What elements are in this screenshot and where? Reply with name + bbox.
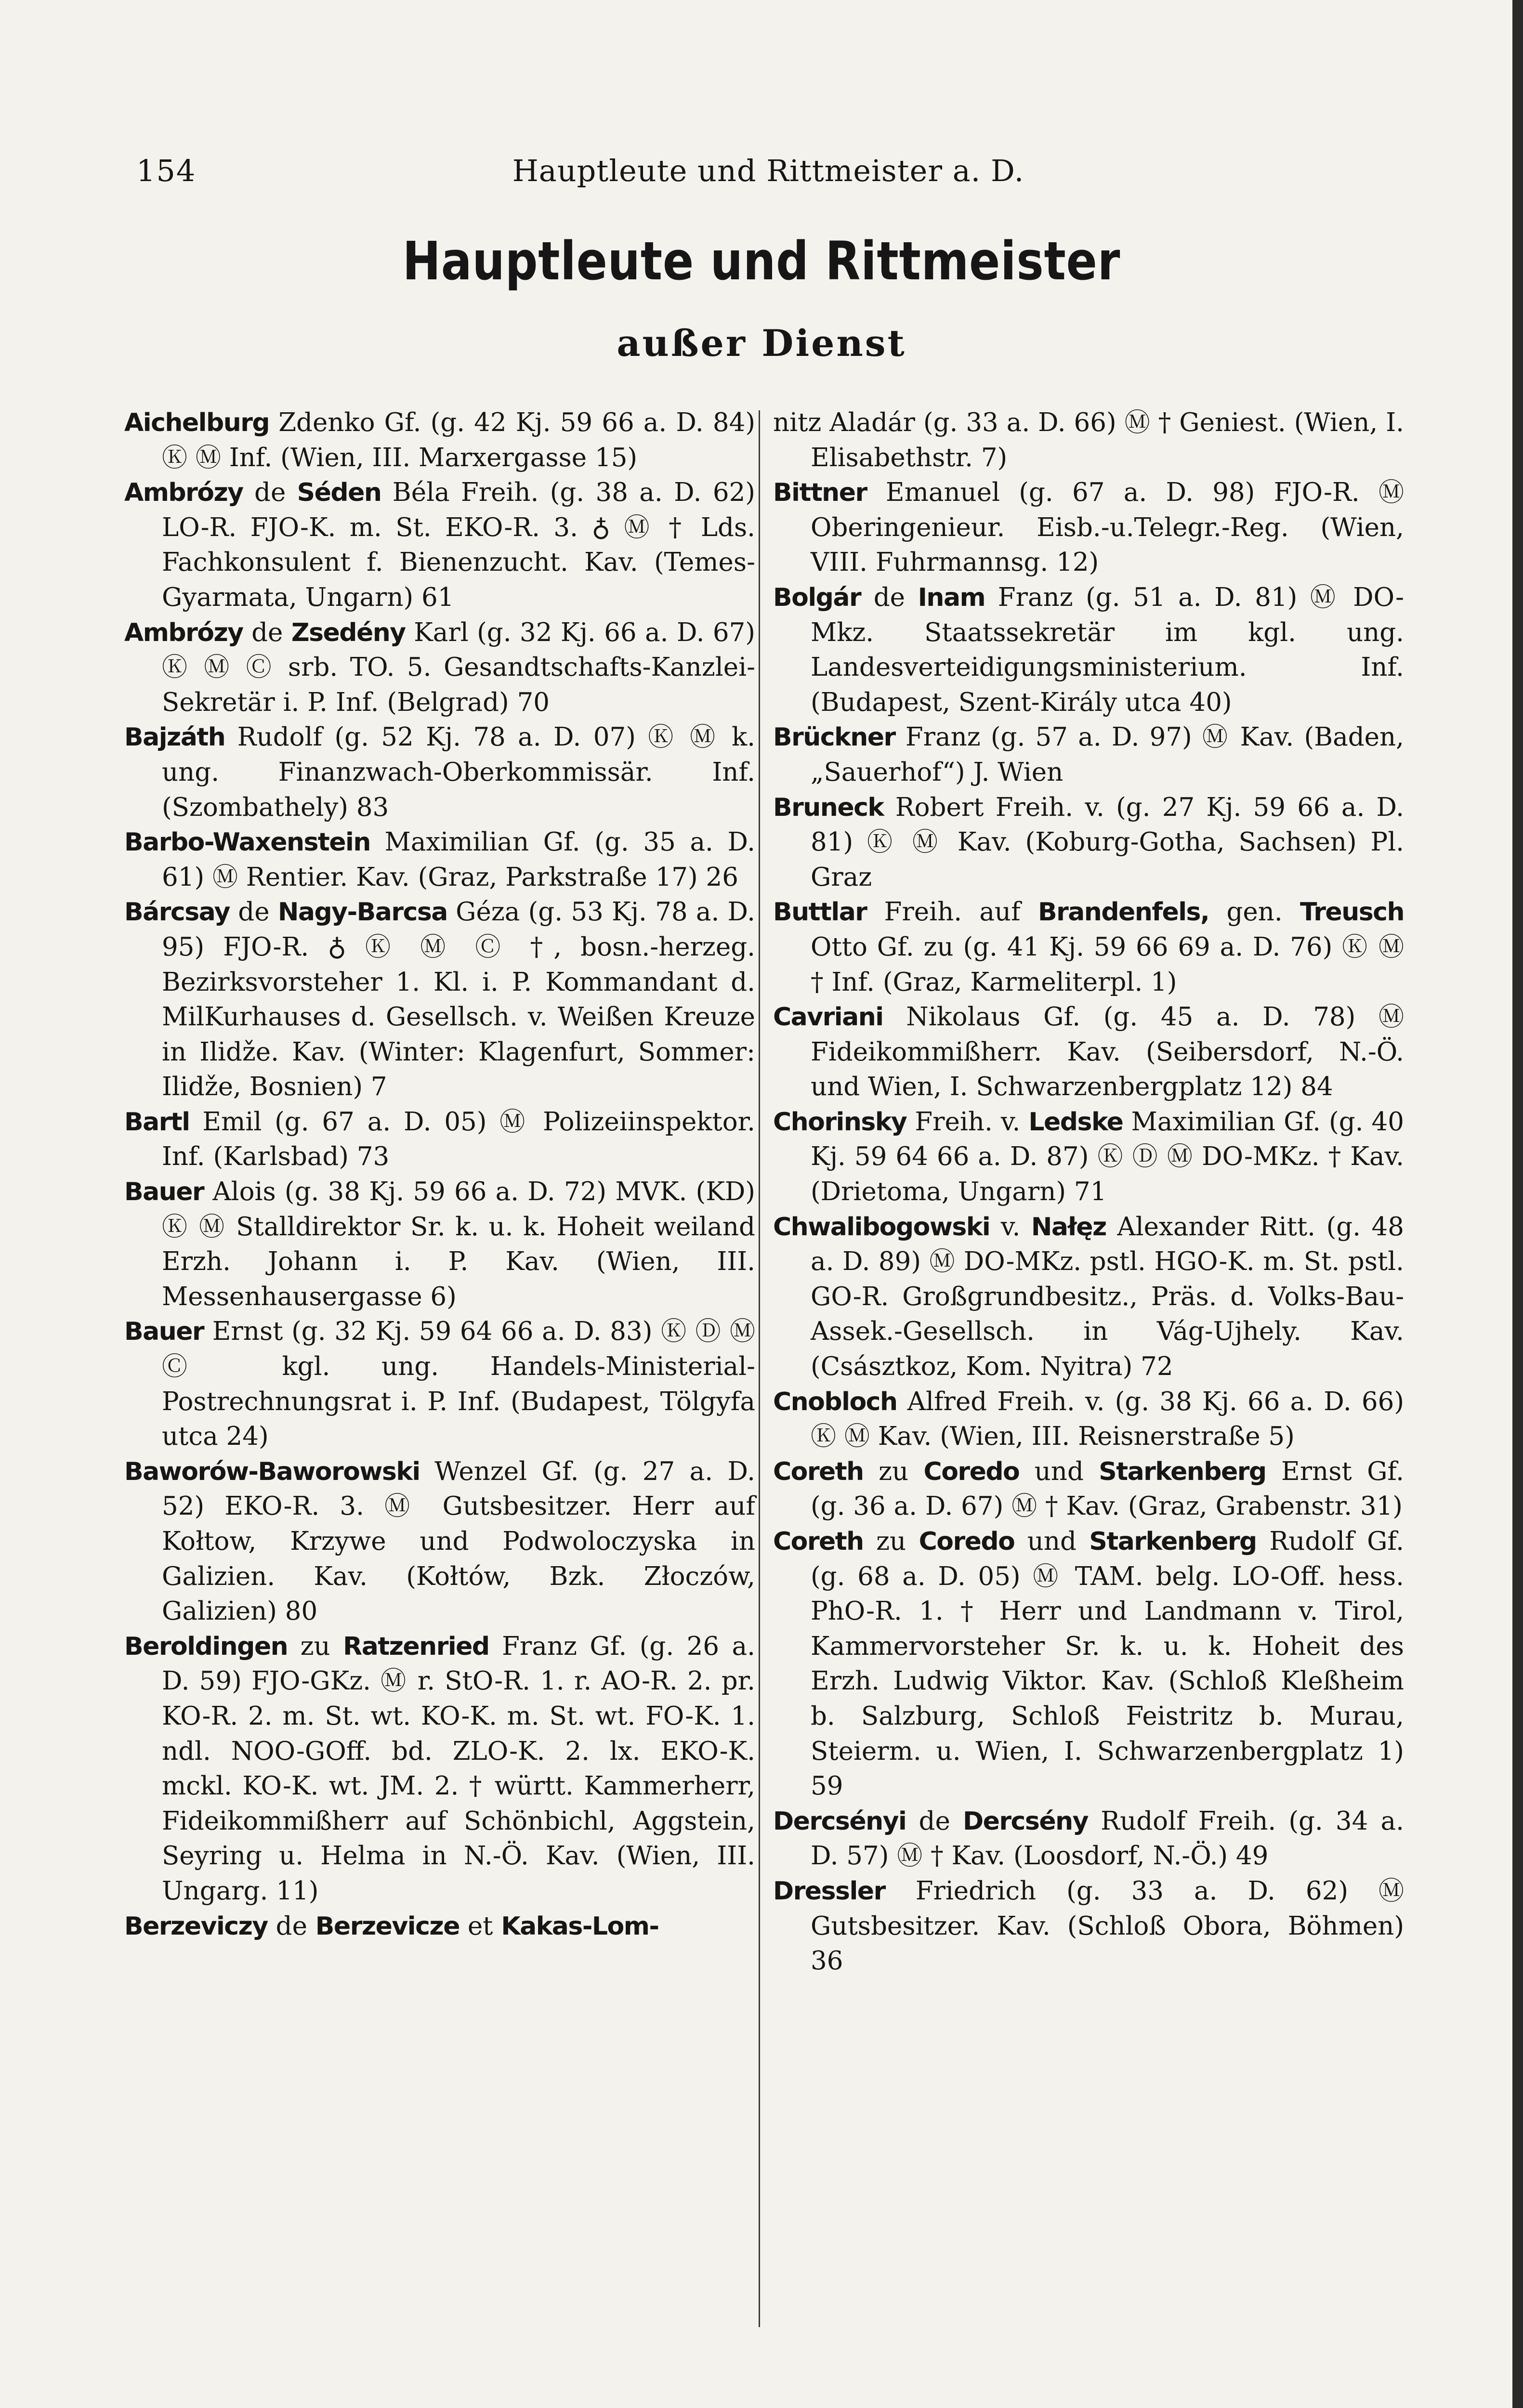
entry-name: Ledske <box>1028 1107 1123 1137</box>
directory-entry <box>773 1524 1404 1804</box>
entry-text: nitz <box>773 408 822 437</box>
directory-entry <box>124 895 755 1105</box>
entry-name: Séden <box>297 478 381 508</box>
entry-text: Franz (g. 51 a. D. 81) Ⓜ DO-Mkz. Staatssekretär im kgl. ung. Landesverteidigungsministerium. Inf. (Budapest, Szent-Király utca 40) <box>811 582 1404 717</box>
entry-text: Aladár (g. 33 a. D. 66) Ⓜ † Geniest. (Wien, I. Elisabethstr. 7) <box>811 408 1404 472</box>
entry-text: Alexander Ritt. (g. 48 a. D. 89) Ⓜ DO-MKz. pstl. HGO-K. m. St. pstl. GO-R. Großgrundbesitz., Präs. d. Volks-Bau-Assek.-Gesellsch. in Vág-Ujhely. Kav. (Császtkoz, Kom. Nyitra) 72 <box>811 1212 1404 1382</box>
directory-entry <box>124 1175 755 1314</box>
directory-entry <box>773 1454 1404 1524</box>
entry-text: und <box>1014 1527 1090 1556</box>
entry-name: Berzevicze <box>315 1911 460 1941</box>
entry-name: Cnobloch <box>773 1387 897 1416</box>
entry-name: Chorinsky <box>773 1107 907 1137</box>
entry-name: Starkenberg <box>1089 1527 1257 1556</box>
entry-text: Ernst Gf. (g. 36 a. D. 67) Ⓜ † Kav. (Graz, Grabenstr. 31) <box>811 1456 1404 1521</box>
entry-name: Dercsény <box>962 1806 1089 1836</box>
directory-entry <box>773 790 1404 895</box>
entry-name: Beroldingen <box>124 1632 288 1661</box>
entry-text: Wenzel Gf. (g. 27 a. D. 52) EKO-R. 3. Ⓜ Gutsbesitzer. Herr auf Kołtow, Krzywe und Podwoloczyska in Galizien. Kav. (Kołtów, Bzk. Złoczów, Galizien) 80 <box>162 1456 755 1626</box>
entry-text: Friedrich (g. 33 a. D. 62) Ⓜ Gutsbesitzer. Kav. (Schloß Obora, Böhmen) 36 <box>811 1876 1404 1976</box>
entry-name: Bauer <box>124 1317 204 1347</box>
directory-entry <box>773 1210 1404 1385</box>
entry-name: Coredo <box>919 1527 1015 1556</box>
entry-text: Zdenko Gf. (g. 42 Kj. 59 66 a. D. 84) Ⓚ Ⓜ Inf. (Wien, III. Marxergasse 15) <box>162 408 755 472</box>
entry-text: Maximilian Gf. (g. 35 a. D. 61) Ⓜ Rentier. Kav. (Graz, Parkstraße 17) 26 <box>162 827 755 892</box>
directory-entry <box>124 1629 755 1909</box>
entry-name: Bolgár <box>773 583 861 612</box>
entry-name: Brandenfels, <box>1037 898 1209 927</box>
entry-text: Alfred Freih. v. (g. 38 Kj. 66 a. D. 66) Ⓚ Ⓜ Kav. (Wien, III. Reisnerstraße 5) <box>811 1387 1404 1452</box>
directory-entry <box>124 1314 755 1454</box>
directory-entry <box>773 895 1404 1000</box>
directory-entry <box>124 406 755 475</box>
entry-text: zu <box>288 1631 343 1661</box>
left-column <box>124 406 755 1944</box>
entry-name: Ambrózy <box>124 618 243 647</box>
entry-text: Géza (g. 53 Kj. 78 a. D. 95) FJO-R. ♁ Ⓚ Ⓜ Ⓒ †, bosn.-herzeg. Bezirksvorsteher 1. Kl. i. P. Kommandant d. MilKurhauses d. Gesellsch. v. Weißen Kreuze in Ilidže. Kav. (Winter: Klagenfurt, Sommer: Ilidže, Bosnien) 7 <box>162 897 755 1102</box>
directory-entry <box>773 406 1404 475</box>
entry-text: Ernst (g. 32 Kj. 59 64 66 a. D. 83) Ⓚ Ⓓ Ⓜ Ⓒ kgl. ung. Handels-Ministerial-Postrechnungsrat i. P. Inf. (Budapest, Tölgyfa utca 24) <box>162 1317 755 1452</box>
directory-entry <box>773 1105 1404 1210</box>
entry-text: Freih. v. <box>906 1107 1029 1137</box>
entry-name: Dressler <box>773 1876 885 1906</box>
entry-text: Robert Freih. v. (g. 27 Kj. 59 66 a. D. 81) Ⓚ Ⓜ Kav. (Koburg-Gotha, Sachsen) Pl. Graz <box>811 792 1404 892</box>
entry-name: Inam <box>918 583 985 612</box>
entry-text: gen. <box>1209 897 1300 927</box>
entry-name: Baworów-Baworowski <box>124 1457 420 1486</box>
entry-name: Coreth <box>773 1527 864 1556</box>
entry-text: de <box>861 582 918 612</box>
entry-name: Bajzáth <box>124 723 225 752</box>
entry-name: Coreth <box>773 1457 864 1486</box>
directory-entry <box>124 615 755 720</box>
entry-name: Dercsényi <box>773 1806 906 1836</box>
entry-text: v. <box>990 1212 1031 1242</box>
entry-text: Béla Freih. (g. 38 a. D. 62) LO-R. FJO-K. m. St. EKO-R. 3. ♁ Ⓜ † Lds. Fachkonsulent f. Bienenzucht. Kav. (Temes-Gyarmata, Ungarn) 61 <box>162 478 755 612</box>
entry-name: Chwalibogowski <box>773 1212 990 1242</box>
page-number: 154 <box>136 153 197 188</box>
directory-entry <box>773 1385 1404 1454</box>
entry-name: Ambrózy <box>124 478 243 508</box>
entry-text: Maximilian Gf. (g. 40 Kj. 59 64 66 a. D. 87) Ⓚ Ⓓ Ⓜ DO-MKz. † Kav. (Drietoma, Ungarn) 71 <box>811 1107 1405 1207</box>
entry-text: Franz Gf. (g. 26 a. D. 59) FJO-GKz. Ⓜ r. StO-R. 1. r. AO-R. 2. pr. KO-R. 2. m. St. wt. KO-K. m. St. wt. FO-K. 1. ndl. NOO-GOff. bd. ZLO-K. 2. lx. EKO-K. mckl. KO-K. wt. JM. 2. † württ. Kammerherr, Fideikommißherr auf Schönbichl, Aggstein, Seyring u. Helma in N.-Ö. Kav. (Wien, III. Ungarg. 11) <box>162 1631 755 1906</box>
entry-text: Franz (g. 57 a. D. 97) Ⓜ Kav. (Baden, „Sauerhof“) J. Wien <box>811 722 1404 787</box>
directory-entry <box>773 720 1404 790</box>
entry-text: Emil (g. 67 a. D. 05) Ⓜ Polizeiinspektor. Inf. (Karlsbad) 73 <box>162 1107 755 1172</box>
entry-text: Nikolaus Gf. (g. 45 a. D. 78) Ⓜ Fideikommißherr. Kav. (Seibersdorf, N.-Ö. und Wien, I. Schwarzenbergplatz 12) 84 <box>811 1002 1404 1102</box>
directory-entry <box>124 720 755 825</box>
entry-name: Aichelburg <box>124 408 270 437</box>
section-title: Hauptleute und Rittmeister <box>402 230 1121 292</box>
entry-name: Nagy-Barcsa <box>277 898 447 927</box>
running-head <box>128 153 1409 196</box>
column-divider <box>759 410 760 2327</box>
directory-entry <box>773 475 1404 580</box>
scan-edge <box>1512 0 1523 2408</box>
entry-name: Starkenberg <box>1099 1457 1266 1486</box>
entry-name: Berzeviczy <box>124 1911 268 1941</box>
entry-text: Rudolf Gf. (g. 68 a. D. 05) Ⓜ TAM. belg. LO-Off. hess. PhO-R. 1. † Herr und Landmann v. Tirol, Kammervorsteher Sr. k. u. k. Hoheit des Erzh. Ludwig Viktor. Kav. (Schloß Kleßheim b. Salzburg, Schloß Feistritz b. Murau, Steierm. u. Wien, I. Schwarzenbergplatz 1) 59 <box>811 1527 1404 1801</box>
entry-text: Emanuel (g. 67 a. D. 98) FJO-R. Ⓜ Oberingenieur. Eisb.-u.Telegr.-Reg. (Wien, VIII. Fuhrmannsg. 12) <box>811 478 1404 577</box>
entry-text: et <box>459 1911 501 1941</box>
entry-name: Brückner <box>773 723 895 752</box>
entry-name: Bruneck <box>773 793 884 822</box>
entry-name: Zsedény <box>291 618 406 647</box>
entry-text: zu <box>863 1527 919 1556</box>
directory-entry <box>124 1909 755 1944</box>
entry-name: Bauer <box>124 1178 204 1207</box>
directory-entry <box>773 1000 1404 1105</box>
entry-text: de <box>906 1806 963 1836</box>
entry-name: Ratzenried <box>343 1632 489 1661</box>
running-title: Hauptleute und Rittmeister a. D. <box>512 153 1024 188</box>
entry-text: und <box>1019 1456 1099 1486</box>
entry-name: Nałęz <box>1031 1212 1106 1242</box>
entry-text: de <box>230 897 278 927</box>
entry-name: Treusch <box>1300 898 1405 927</box>
entry-name: Bittner <box>773 478 867 508</box>
entry-text: Karl (g. 32 Kj. 66 a. D. 67) Ⓚ Ⓜ Ⓒ srb. TO. 5. Gesandtschafts-Kanzlei-Sekretär i. P. Inf. (Belgrad) 70 <box>162 617 755 717</box>
directory-entry <box>773 580 1404 720</box>
entry-text: Rudolf (g. 52 Kj. 78 a. D. 07) Ⓚ Ⓜ k. ung. Finanzwach-Oberkommissär. Inf. (Szombathely) 83 <box>162 722 755 822</box>
directory-entry <box>773 1804 1404 1874</box>
entry-text: Otto Gf. zu (g. 41 Kj. 59 66 69 a. D. 76) Ⓚ Ⓜ † Inf. (Graz, Karmeliterpl. 1) <box>811 932 1404 997</box>
directory-entry <box>124 1105 755 1175</box>
entry-text: Freih. auf <box>867 897 1038 927</box>
directory-entry <box>773 1874 1404 1979</box>
right-column <box>773 406 1404 1979</box>
entry-name: Bárcsay <box>124 898 230 927</box>
entry-name: Buttlar <box>773 898 867 927</box>
directory-entry <box>124 475 755 615</box>
entry-name: Cavriani <box>773 1003 883 1032</box>
entry-name: Barbo-Waxenstein <box>124 828 370 857</box>
directory-entry <box>124 1454 755 1629</box>
entry-text: de <box>243 478 297 508</box>
directory-entry <box>124 825 755 895</box>
entry-text: Rudolf Freih. (g. 34 a. D. 57) Ⓜ † Kav. (Loosdorf, N.-Ö.) 49 <box>811 1806 1404 1871</box>
entry-text: de <box>243 617 291 647</box>
entry-text: de <box>267 1911 315 1941</box>
entry-name: Coredo <box>923 1457 1020 1486</box>
entry-text: zu <box>863 1456 924 1486</box>
section-subtitle: außer Dienst <box>617 322 906 365</box>
entry-text: Alois (g. 38 Kj. 59 66 a. D. 72) MVK. (KD) Ⓚ Ⓜ Stalldirektor Sr. k. u. k. Hoheit weiland Erzh. Johann i. P. Kav. (Wien, III. Messenhausergasse 6) <box>162 1177 755 1311</box>
entry-name: Kakas-Lom- <box>501 1911 659 1941</box>
entry-name: Bartl <box>124 1107 190 1137</box>
